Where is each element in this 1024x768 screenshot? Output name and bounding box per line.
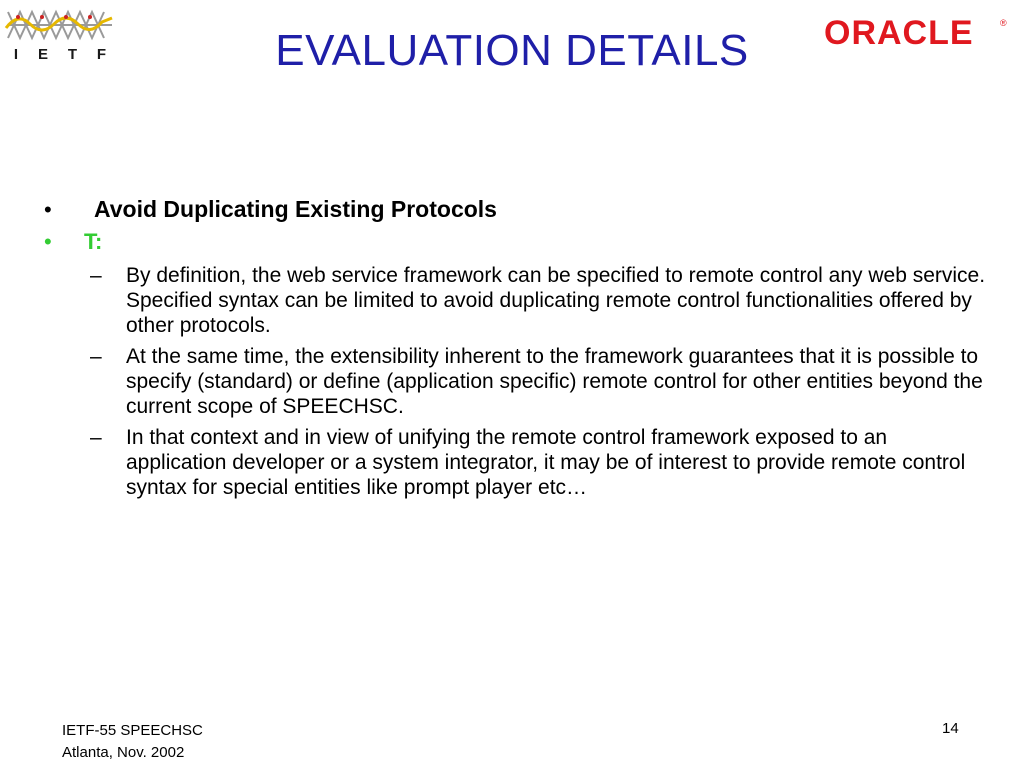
slide-body — [40, 196, 1000, 506]
oracle-wordmark-text: ORACLE — [824, 14, 974, 52]
bullet-marker: • — [44, 197, 52, 222]
bullet-text: Avoid Duplicating Existing Protocols — [94, 196, 497, 222]
sub-bullet-text: At the same time, the extensibility inherent to the framework guarantees that it is possible to specify (standard) or define (application specific) remote control for other entities beyond the current scope of SPEECHSC. — [126, 345, 983, 418]
slide-title: EVALUATION DETAILS — [275, 26, 749, 75]
footer-info — [62, 720, 203, 764]
sub-bullet-item — [90, 425, 1000, 500]
sub-bullet-item — [90, 263, 1000, 338]
footer-location-date: Atlanta, Nov. 2002 — [62, 744, 185, 761]
bullet-item — [40, 229, 1000, 255]
bullet-item — [40, 196, 1000, 223]
page-number: 14 — [942, 720, 959, 737]
sub-bullet-text: In that context and in view of unifying the remote control framework exposed to an application developer or a system integrator, it may be of interest to provide remote control syntax for special entities like prompt player etc… — [126, 426, 966, 499]
sub-bullet-marker: – — [90, 426, 102, 449]
footer-event: IETF-55 SPEECHSC — [62, 722, 203, 739]
ietf-letter: I — [13, 46, 19, 63]
ietf-letter: E — [37, 46, 48, 63]
bullet-marker: • — [44, 229, 52, 254]
sub-bullet-marker: – — [90, 345, 102, 368]
ietf-letter: T — [67, 46, 77, 63]
sub-bullet-text: By definition, the web service framework can be specified to remote control any web service. Specified syntax can be limited to avoid duplicating remote control functionalities offered by other protocols. — [126, 264, 986, 337]
bullet-text: T: — [84, 229, 103, 254]
svg-text:®: ® — [1000, 18, 1007, 28]
ietf-letter: F — [96, 46, 107, 63]
sub-bullet-item — [90, 344, 1000, 419]
sub-bullet-marker: – — [90, 264, 102, 287]
